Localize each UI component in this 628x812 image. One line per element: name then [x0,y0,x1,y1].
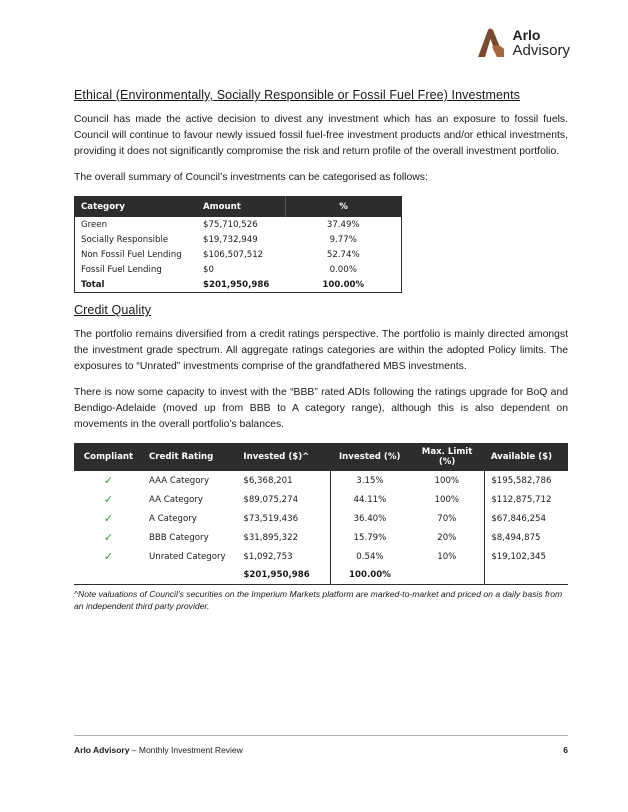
cell-available: $19,102,345 [491,551,546,562]
page-content [74,88,568,612]
col-available: Available ($) [485,443,568,471]
table-row [74,547,568,566]
cell-max-limit: 10% [409,547,485,566]
cell-credit-rating: BBB Category [148,532,209,543]
table-row [74,471,568,490]
ethical-paragraph-1: Council has made the active decision to divest any investment which has an exposure to fossil fuels. Council will continue to favour newly issued fossil fuel-free investment products and/or ethical investments, providing it does not significantly compromise the risk and return profile of the overall investment portfolio. [74,114,568,157]
cell-invested-percent: 3.15% [356,475,384,486]
cell-percent: 52.74% [326,249,360,260]
cell-invested-percent: 44.11% [353,494,387,505]
col-amount: Amount [197,197,286,218]
ethical-heading: Ethical (Environmentally, Socially Responsible or Fossil Fuel Free) Investments [74,88,521,102]
footer-brand: Arlo Advisory [74,745,130,755]
table-row [75,217,402,232]
cell-credit-rating: AA Category [148,494,203,505]
cell-amount: $75,710,526 [203,219,258,230]
cell-max-limit: 70% [409,509,485,528]
cell-credit-rating: AAA Category [148,475,210,486]
cell-max-limit: 20% [409,528,485,547]
table-row [74,509,568,528]
cell-invested-amount: $1,092,753 [237,547,330,566]
logo-name: Arlo [512,27,541,43]
cell-percent: 37.49% [326,219,360,230]
cell-invested-amount: $6,368,201 [237,471,330,490]
page-footer [74,745,568,755]
col-percent: % [286,197,402,218]
cell-invested-percent: 15.79% [353,532,387,543]
table-row [74,528,568,547]
table-total-row [75,277,402,293]
table-header-row [74,443,568,471]
col-max-limit: Max. Limit (%) [409,443,485,471]
table-row [74,490,568,509]
ethical-paragraph-2: The overall summary of Council’s investments can be categorised as follows: [74,172,428,183]
cell-percent: 9.77% [329,234,357,245]
cell-amount: $106,507,512 [203,249,264,260]
col-invested-percent: Invested (%) [330,443,409,471]
cell-category: Green [81,219,108,230]
cell-invested-percent: 36.40% [353,513,387,524]
col-compliant: Compliant [74,443,143,471]
cell-amount: $0 [203,264,214,275]
check-icon: ✓ [103,531,114,544]
col-category: Category [75,197,198,218]
col-credit-rating: Credit Rating [143,443,237,471]
cell-category: Socially Responsible [81,234,169,245]
arlo-logo-icon [476,27,506,59]
check-icon: ✓ [103,512,114,525]
cell-credit-rating: Unrated Category [148,551,226,562]
credit-rating-table [74,443,568,585]
cell-invested-amount: $31,895,322 [237,528,330,547]
cell-available: $195,582,786 [491,475,552,486]
table-header-row [75,197,402,218]
credit-paragraph-1: The portfolio remains diversified from a credit ratings perspective. The portfolio is mainly directed amongst the investment grade spectrum. All aggregate ratings categories are within the adopted Policy limits. The exposures to “Unrated” investments comprise of the grandfathered MBS investments. [74,329,568,372]
cell-max-limit: 100% [409,490,485,509]
footer-title: – Monthly Investment Review [129,745,243,755]
cell-category: Non Fossil Fuel Lending [81,249,182,260]
category-summary-table [74,196,402,293]
cell-percent: 0.00% [329,264,357,275]
cell-category: Fossil Fuel Lending [81,264,162,275]
credit-heading: Credit Quality [74,303,152,317]
footer-divider [74,735,568,736]
cell-total-label: Total [81,279,105,290]
cell-amount: $19,732,949 [203,234,258,245]
cell-invested-amount: $73,519,436 [237,509,330,528]
table-row [75,232,402,247]
table-row [75,247,402,262]
cell-total-percent: 100.00% [330,566,409,584]
cell-invested-percent: 0.54% [356,551,384,562]
table-row [75,262,402,277]
company-logo [476,27,570,59]
page-number: 6 [563,745,568,755]
cell-max-limit: 100% [409,471,485,490]
cell-total-percent: 100.00% [322,279,365,290]
cell-total-amount: $201,950,986 [203,279,270,290]
check-icon: ✓ [103,550,114,563]
credit-paragraph-2: There is now some capacity to invest with the “BBB” rated ADIs following the ratings upgrade for BoQ and Bendigo-Adelaide (moved up from BBB to A category range), although this is also dependent on movements in the overall portfolio’s balances. [74,387,568,430]
check-icon: ✓ [103,493,114,506]
cell-credit-rating: A Category [148,513,197,524]
cell-total-invested: $201,950,986 [237,566,330,584]
cell-available: $8,494,875 [491,532,541,543]
cell-available: $67,846,254 [491,513,546,524]
logo-subtitle: Advisory [512,42,570,59]
check-icon: ✓ [103,474,114,487]
cell-available: $112,875,712 [491,494,552,505]
cell-invested-amount: $89,075,274 [237,490,330,509]
col-invested-amount: Invested ($)^ [237,443,330,471]
valuation-note: ^Note valuations of Council’s securities on the Imperium Markets platform are marked-to-market and priced on a daily basis from an independent third party provider. [74,588,563,611]
table-total-row [74,566,568,584]
